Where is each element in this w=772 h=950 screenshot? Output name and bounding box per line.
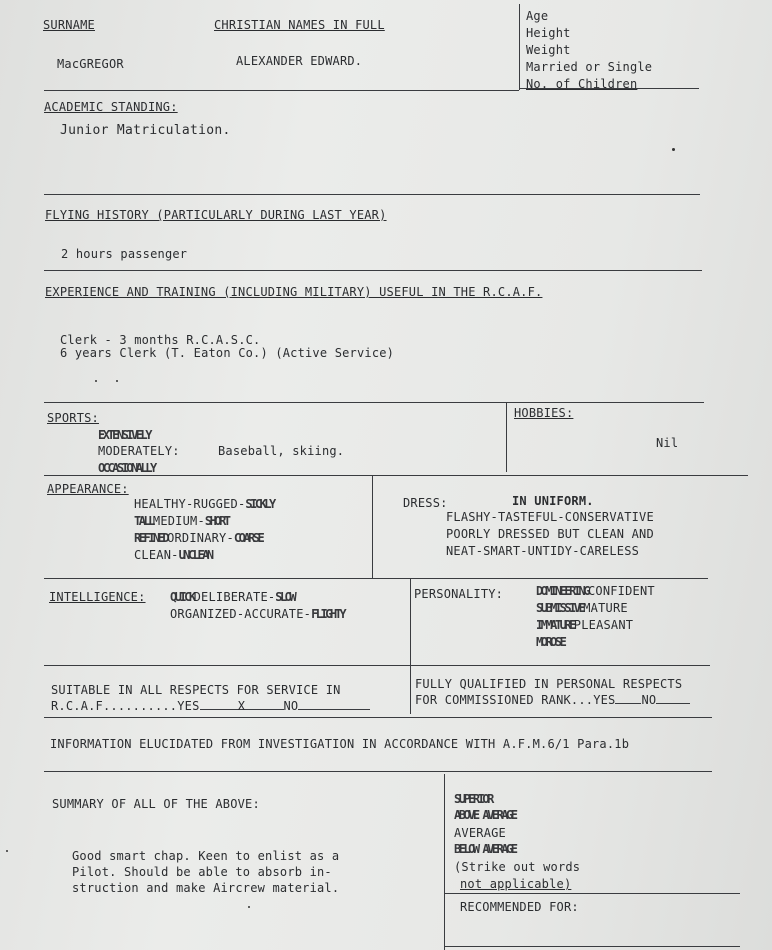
information-line: INFORMATION ELUCIDATED FROM INVESTIGATION IN ACCORDANCE WITH A.F.M.6/1 Para.1b [50,737,630,751]
intelligence-line-1 [170,590,294,604]
rule [44,475,748,476]
kept-words: ORGANIZED-ACCURATE- [170,607,312,621]
rating-below-average [454,842,515,856]
rule [44,771,712,772]
rule [444,893,740,894]
dress-line-3: NEAT-SMART-UNTIDY-CARELESS [446,544,640,558]
qualified-line-2 [415,693,690,707]
summary-label: SUMMARY OF ALL OF THE ABOVE: [52,797,260,811]
suitable-line-1: SUITABLE IN ALL RESPECTS FOR SERVICE IN [51,683,341,697]
rating-superior [454,792,492,806]
qualified-yes-label: FOR COMMISSIONED RANK...YES [415,693,616,707]
struck-word: FLIGHTY [311,607,345,621]
rule [44,665,710,666]
kept-words: MATURE [583,601,628,615]
appearance-dress-divider [372,476,373,578]
struck-word: ABOVE AVERAGE [454,808,516,822]
struck-word: UNCLEAN [178,548,212,562]
intelligence-personality-divider [410,578,411,714]
struck-word: SUPERIOR [454,792,492,806]
appearance-line-4 [134,548,212,562]
academic-standing-value: Junior Matriculation. [60,123,231,138]
summary-line-3: struction and make Aircrew material. [72,881,340,895]
kept-words: PLEASANT [573,618,634,632]
strike-note-1: (Strike out words [454,860,581,874]
rule [444,946,740,947]
struck-word: DOMINEERING [536,584,588,598]
dress-label: DRESS: [403,496,448,510]
rule [44,578,708,579]
dress-line-2: POORLY DRESSED BUT CLEAN AND [446,527,654,541]
ink-speck [6,850,8,852]
recommended-for-label: RECOMMENDED FOR: [460,900,579,914]
experience-line-2: 6 years Clerk (T. Eaton Co.) (Active Service) [60,346,395,360]
christian-names-value: ALEXANDER EDWARD. [236,54,363,68]
sports-moderately-value: Baseball, skiing. [218,444,345,458]
height-label: Height [526,26,571,40]
summary-rating-divider [444,774,445,950]
qualified-yes-blank[interactable] [615,693,641,704]
rule [44,90,519,91]
appearance-line-3 [134,531,262,545]
rule [44,194,700,195]
weight-label: Weight [526,43,571,57]
struck-word: SUBMISSIVE [536,601,584,615]
academic-standing-label: ACADEMIC STANDING: [44,100,178,114]
personality-line-4 [536,635,564,649]
yes-mark: X [237,699,246,713]
personal-fields [526,8,652,93]
rule [44,270,702,271]
intelligence-line-2 [170,607,344,621]
struck-word: SHORT [204,514,229,528]
strike-note-2: not applicable) [460,877,572,891]
ink-speck [672,148,675,151]
personality-line-2 [536,601,628,615]
hobbies-label: HOBBIES: [514,406,574,420]
personality-label: PERSONALITY: [414,587,504,601]
intelligence-label: INTELLIGENCE: [49,590,146,604]
rule [44,402,704,403]
qualified-no-blank[interactable] [656,693,690,704]
ink-speck [116,380,118,382]
experience-line-1: Clerk - 3 months R.C.A.S.C. [60,333,261,347]
experience-label: EXPERIENCE AND TRAINING (INCLUDING MILITARY) USEFUL IN THE R.C.A.F. [45,285,543,299]
personality-line-1 [536,584,655,598]
struck-word: EXTENSIVELY [98,428,150,442]
suitable-yes-blank[interactable] [200,699,284,713]
rule [519,88,699,89]
sports-hobbies-divider [506,402,507,472]
kept-words: HEALTHY-RUGGED- [134,497,246,511]
appearance-line-2 [134,514,229,528]
kept-words: CONFIDENT [587,584,655,598]
struck-word: TALL [134,514,153,528]
summary-line-2: Pilot. Should be able to absorb in- [72,865,332,879]
rating-average: AVERAGE [454,826,506,840]
suitable-no-label: NO [283,699,299,713]
surname-value: MacGREGOR [57,57,124,71]
struck-word: QUICK [170,590,194,604]
header-divider [519,4,520,90]
surname-label: SURNAME [43,18,95,32]
appearance-label: APPEARANCE: [47,482,129,496]
rule [44,717,712,718]
struck-word: MOROSE [536,635,565,649]
summary-line-1: Good smart chap. Keen to enlist as a [72,849,340,863]
qualified-no-label: NO [641,693,657,707]
kept-words: ORDINARY- [167,531,234,545]
dress-line-1: FLASHY-TASTEFUL-CONSERVATIVE [446,510,654,524]
age-label: Age [526,9,549,23]
ink-speck [248,906,250,908]
suitable-line-2 [51,699,370,713]
children-label: No. of Children [526,77,638,91]
sports-extensively [98,428,150,442]
struck-word: OCCASIONALLY [98,461,155,475]
flying-history-label: FLYING HISTORY (PARTICULARLY DURING LAST YEAR) [45,208,387,222]
hobbies-value: Nil [656,436,679,450]
suitable-no-blank[interactable] [298,699,370,710]
sports-moderately-label: MODERATELY: [98,444,180,458]
struck-word: BELOW AVERAGE [454,842,516,856]
rating-above-average [454,808,515,822]
struck-word: SICKLY [245,497,274,511]
marital-status-label: Married or Single [526,60,653,74]
qualified-line-1: FULLY QUALIFIED IN PERSONAL RESPECTS [415,677,683,691]
struck-word: IMMATURE [536,618,574,632]
appearance-line-1 [134,497,274,511]
christian-names-label: CHRISTIAN NAMES IN FULL [214,18,385,32]
struck-word: SLOW [275,590,295,604]
dress-uniform: IN UNIFORM. [512,494,594,508]
sports-label: SPORTS: [47,411,99,425]
suitable-yes-label: R.C.A.F..........YES [51,699,200,713]
kept-words: CLEAN- [134,548,179,562]
struck-word: COARSE [233,531,263,545]
kept-words: DELIBERATE- [193,590,276,604]
sports-occasionally [98,461,155,475]
struck-word: REFINED [134,531,168,545]
flying-history-value: 2 hours passenger [61,247,188,261]
kept-words: MEDIUM- [152,514,205,528]
personality-line-3 [536,618,633,632]
ink-speck [95,380,97,382]
